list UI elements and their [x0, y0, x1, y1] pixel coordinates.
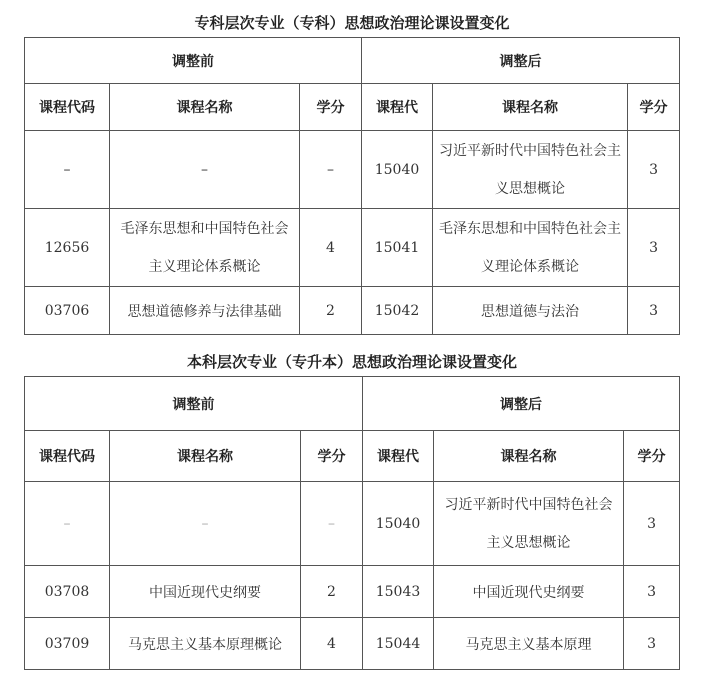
before-credit-cell: 2: [300, 287, 362, 335]
after-group-header: 调整后: [362, 38, 680, 84]
before-code-cell: 03709: [25, 618, 110, 670]
before-code-cell: 12656: [25, 209, 110, 287]
before-code-header: 课程代码: [25, 431, 110, 482]
after-code-cell: 15043: [363, 566, 434, 618]
before-code-cell: 03708: [25, 566, 110, 618]
before-code-cell: –: [25, 131, 110, 209]
after-code-cell: 15040: [362, 131, 433, 209]
after-name-cell: 马克思主义基本原理: [434, 618, 624, 670]
before-group-header: 调整前: [25, 377, 363, 431]
after-credit-cell: 3: [628, 287, 680, 335]
after-code-cell: 15044: [363, 618, 434, 670]
before-name-cell: 马克思主义基本原理概论: [110, 618, 301, 670]
after-credit-header: 学分: [628, 84, 680, 131]
table-row: [25, 482, 680, 566]
after-name-cell: 中国近现代史纲要: [434, 566, 624, 618]
before-name-cell: –: [110, 131, 300, 209]
before-code-header: 课程代码: [25, 84, 110, 131]
before-name-cell: –: [110, 482, 301, 566]
before-credit-header: 学分: [301, 431, 363, 482]
table-row: [25, 287, 680, 335]
after-code-cell: 15041: [362, 209, 433, 287]
after-credit-cell: 3: [624, 482, 680, 566]
table-row: [25, 131, 680, 209]
before-name-header: 课程名称: [110, 84, 300, 131]
before-code-cell: –: [25, 482, 110, 566]
after-credit-cell: 3: [624, 566, 680, 618]
after-name-header: 课程名称: [433, 84, 628, 131]
before-code-cell: 03706: [25, 287, 110, 335]
after-code-header: 课程代: [362, 84, 433, 131]
after-name-cell: 思想道德与法治: [433, 287, 628, 335]
before-credit-cell: –: [301, 482, 363, 566]
before-credit-header: 学分: [300, 84, 362, 131]
after-name-cell: 习近平新时代中国特色社会主义思想概论: [433, 131, 628, 209]
after-code-header: 课程代: [363, 431, 434, 482]
before-group-header: 调整前: [25, 38, 362, 84]
table2-title: 本科层次专业（专升本）思想政治理论课设置变化: [186, 353, 517, 371]
table-row: [25, 566, 680, 618]
after-credit-cell: 3: [628, 209, 680, 287]
after-credit-cell: 3: [624, 618, 680, 670]
table1-course-changes: [24, 37, 680, 335]
after-name-cell: 习近平新时代中国特色社会主义思想概论: [434, 482, 624, 566]
after-name-cell: 毛泽东思想和中国特色社会主义理论体系概论: [433, 209, 628, 287]
after-credit-header: 学分: [624, 431, 680, 482]
before-name-cell: 毛泽东思想和中国特色社会主义理论体系概论: [110, 209, 300, 287]
after-group-header: 调整后: [363, 377, 680, 431]
before-name-cell: 中国近现代史纲要: [110, 566, 301, 618]
table2-course-changes: [24, 376, 680, 670]
before-credit-cell: 4: [300, 209, 362, 287]
before-name-cell: 思想道德修养与法律基础: [110, 287, 300, 335]
after-credit-cell: 3: [628, 131, 680, 209]
table1-title: 专科层次专业（专科）思想政治理论课设置变化: [194, 14, 510, 32]
table-row: [25, 618, 680, 670]
table-row: [25, 209, 680, 287]
before-credit-cell: –: [300, 131, 362, 209]
before-name-header: 课程名称: [110, 431, 301, 482]
after-code-cell: 15042: [362, 287, 433, 335]
after-code-cell: 15040: [363, 482, 434, 566]
before-credit-cell: 2: [301, 566, 363, 618]
after-name-header: 课程名称: [434, 431, 624, 482]
before-credit-cell: 4: [301, 618, 363, 670]
